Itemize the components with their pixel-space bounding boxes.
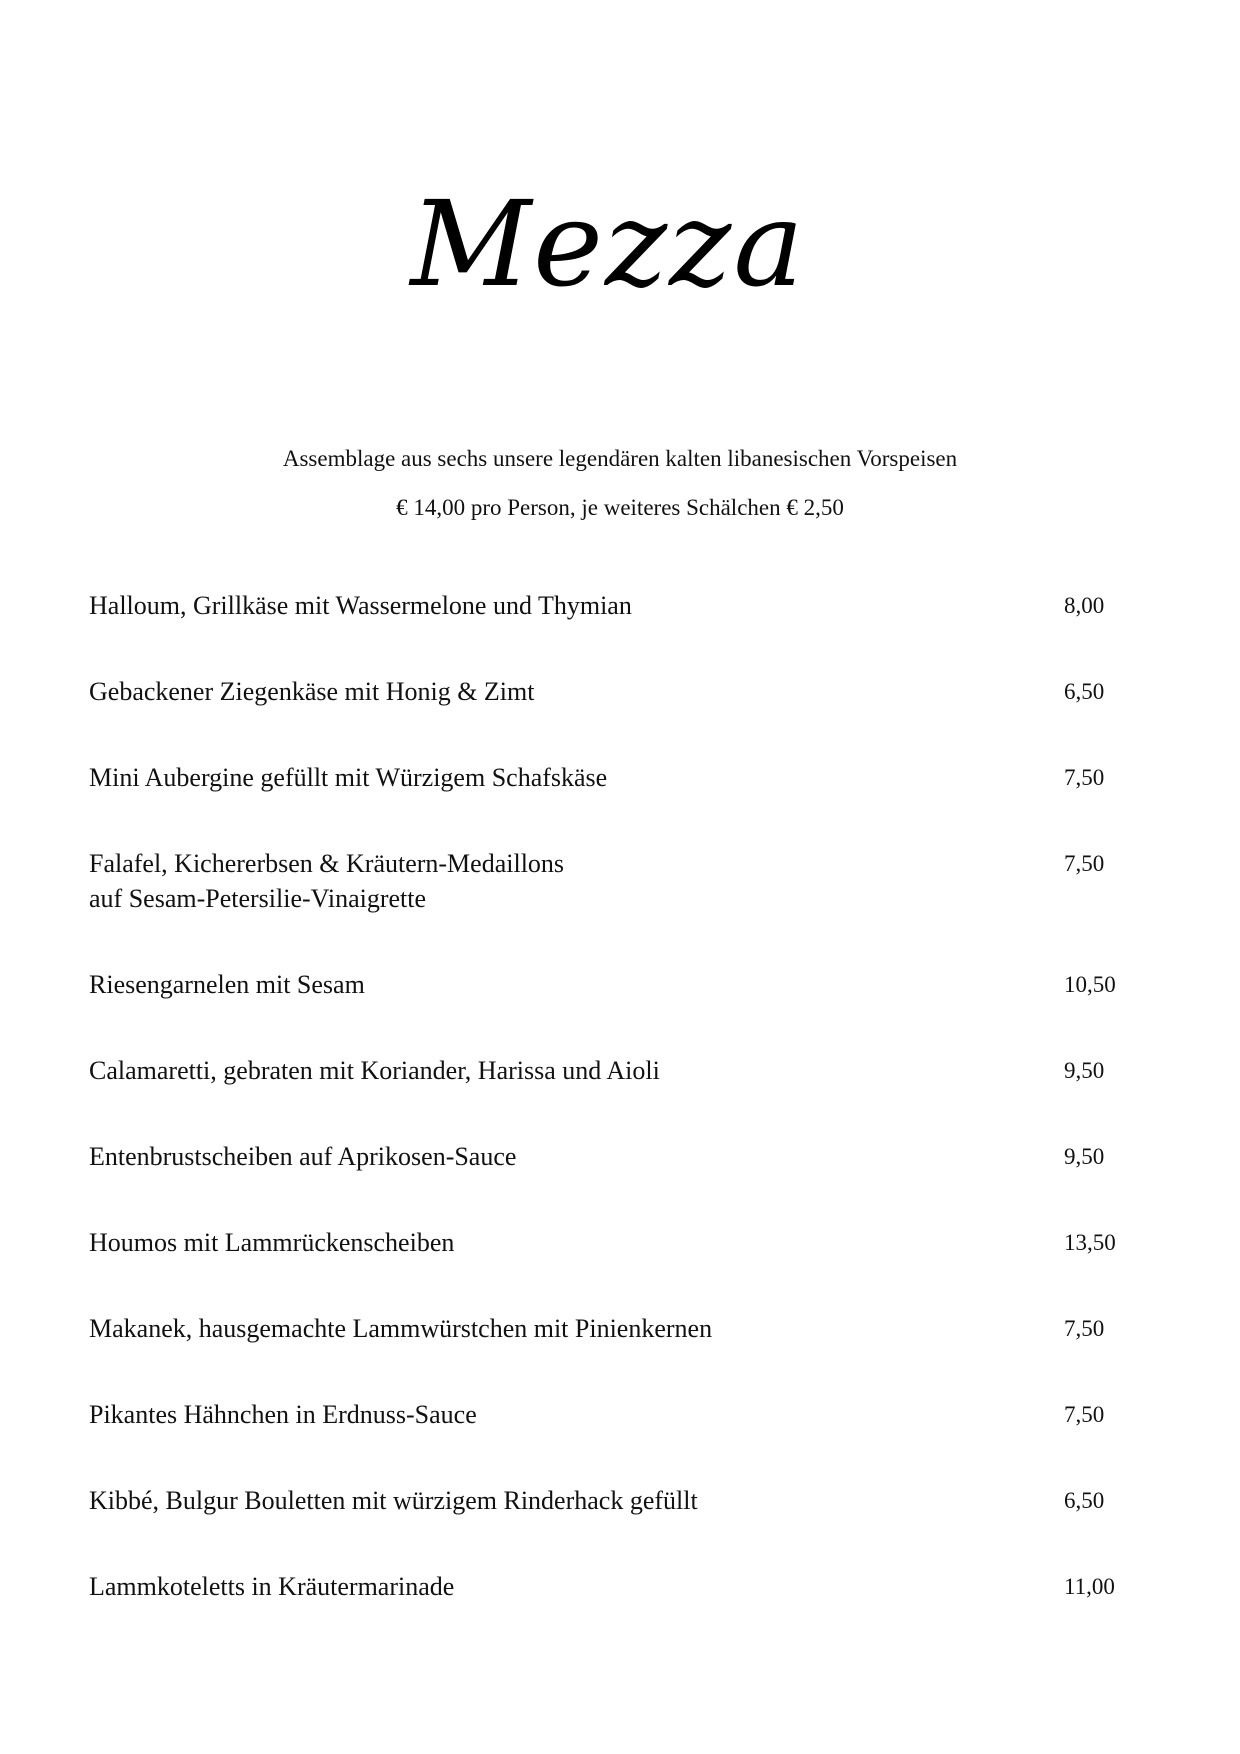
menu-item [89,1397,1149,1432]
menu-item [89,674,1149,709]
menu-item [89,1569,1149,1604]
menu-item [89,846,1149,916]
menu-item [89,967,1149,1002]
menu-item [89,1139,1149,1174]
menu-item-price: 7,50 [1064,1316,1105,1341]
menu-item [89,1225,1149,1260]
menu-item-price: 13,50 [1064,1230,1116,1255]
menu-item-price: 7,50 [1064,1402,1105,1427]
menu-item-price: 6,50 [1064,1488,1105,1513]
menu-item [89,1483,1149,1518]
menu-item [89,588,1149,623]
menu-item-price: 11,00 [1064,1574,1115,1599]
menu-item-price: 9,50 [1064,1058,1105,1083]
menu-item-price: 8,00 [1064,593,1105,618]
menu-item-name: Houmos mit Lammrückenscheiben [89,1228,455,1257]
menu-item-name: Halloum, Grillkäse mit Wassermelone und Thymian [89,591,632,620]
menu-item [89,760,1149,795]
menu-item-name: Entenbrustscheiben auf Aprikosen-Sauce [89,1142,517,1171]
menu-item-name: Falafel, Kichererbsen & Kräutern-Medaillons auf Sesam-Petersilie-Vinaigrette [89,849,565,913]
menu-item-name: Mini Aubergine gefüllt mit Würzigem Schafskäse [89,763,608,792]
menu-item-price: 7,50 [1064,851,1105,876]
menu-item-price: 6,50 [1064,679,1105,704]
menu-list [89,588,1149,1604]
menu-item-name: Gebackener Ziegenkäse mit Honig & Zimt [89,677,535,706]
intro-description: Assemblage aus sechs unsere legendären kalten libanesischen Vorspeisen [282,446,958,471]
menu-title: Mezza [410,175,806,313]
intro-price-info: € 14,00 pro Person, je weiteres Schälchen € 2,50 [396,495,844,520]
menu-item-price: 9,50 [1064,1144,1105,1169]
menu-item [89,1053,1149,1088]
menu-item-name: Calamaretti, gebraten mit Koriander, Harissa und Aioli [89,1056,660,1085]
menu-item [89,1311,1149,1346]
menu-item-name: Lammkoteletts in Kräutermarinade [89,1572,455,1601]
menu-item-name: Kibbé, Bulgur Bouletten mit würzigem Rinderhack gefüllt [89,1486,698,1515]
menu-item-price: 10,50 [1064,972,1116,997]
menu-item-name: Makanek, hausgemachte Lammwürstchen mit Pinienkernen [89,1314,713,1343]
menu-item-name: Pikantes Hähnchen in Erdnuss-Sauce [89,1400,477,1429]
menu-item-name: Riesengarnelen mit Sesam [89,970,365,999]
menu-item-price: 7,50 [1064,765,1105,790]
